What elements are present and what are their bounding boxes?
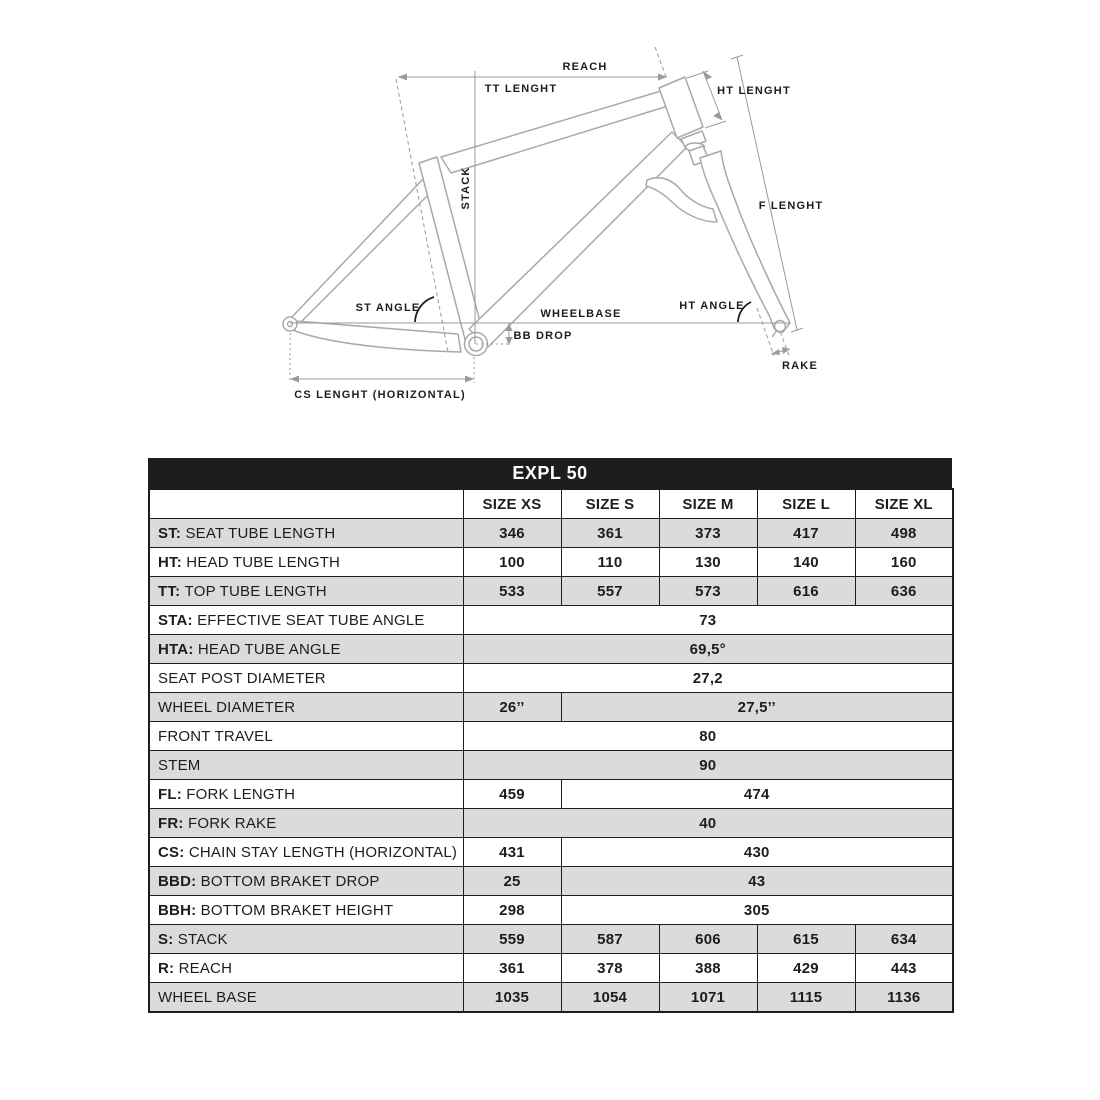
spec-table-body [149,519,953,1013]
spec-value-cell: 90 [463,751,953,780]
tt-arrow-left [398,74,407,81]
spec-value-cell: 69,5° [463,635,953,664]
size-column-header: SIZE XS [463,489,561,519]
spec-value-cell: 130 [659,548,757,577]
table-row [149,838,953,867]
table-row [149,809,953,838]
model-title-bar: EXPL 50 [148,458,952,488]
table-row [149,722,953,751]
spec-value-cell: 559 [463,925,561,954]
bb-drop-label: BB DROP [513,330,573,342]
front-dropout [775,321,786,332]
spec-label-cell: FL: FORK LENGTH [149,780,463,809]
spec-label-cell: STEM [149,751,463,780]
spec-value-cell: 429 [757,954,855,983]
spec-value-cell: 606 [659,925,757,954]
spec-value-cell: 634 [855,925,953,954]
spec-label-cell: BBH: BOTTOM BRAKET HEIGHT [149,896,463,925]
spec-value-cell: 459 [463,780,561,809]
spec-value-cell: 378 [561,954,659,983]
spec-value-cell: 43 [561,867,953,896]
spec-label-cell: CS: CHAIN STAY LENGTH (HORIZONTAL) [149,838,463,867]
spec-value-cell: 160 [855,548,953,577]
spec-value-cell: 1054 [561,983,659,1013]
size-column-header: SIZE M [659,489,757,519]
spec-value-cell: 27,2 [463,664,953,693]
spec-label-cell: BBD: BOTTOM BRAKET DROP [149,867,463,896]
spec-label-cell: R: REACH [149,954,463,983]
spec-value-cell: 27,5’’ [561,693,953,722]
table-row [149,693,953,722]
head-tube [659,77,703,138]
spec-value-cell: 100 [463,548,561,577]
spec-value-cell: 615 [757,925,855,954]
spec-value-cell: 1071 [659,983,757,1013]
stack-label: STACK [460,166,472,210]
table-row [149,954,953,983]
spec-value-cell: 431 [463,838,561,867]
table-row [149,751,953,780]
ht-length-label: HT LENGHT [717,85,791,97]
table-row [149,519,953,548]
spec-value-cell: 417 [757,519,855,548]
spec-label-cell: S: STACK [149,925,463,954]
table-row [149,983,953,1013]
spec-value-cell: 443 [855,954,953,983]
spec-label-cell: ST: SEAT TUBE LENGTH [149,519,463,548]
ht-angle-label: HT ANGLE [679,300,745,312]
spec-value-cell: 573 [659,577,757,606]
spec-value-cell: 25 [463,867,561,896]
spec-label-cell: STA: EFFECTIVE SEAT TUBE ANGLE [149,606,463,635]
spec-value-cell: 557 [561,577,659,606]
spec-label-cell: HT: HEAD TUBE LENGTH [149,548,463,577]
spec-value-cell: 616 [757,577,855,606]
spec-value-cell: 498 [855,519,953,548]
spec-value-cell: 1115 [757,983,855,1013]
spec-value-cell: 40 [463,809,953,838]
table-row [149,606,953,635]
rake-arrow-right [782,347,790,354]
table-row [149,896,953,925]
wheelbase-label: WHEELBASE [540,308,622,320]
spec-table-block [148,458,952,1013]
spec-value-cell: 430 [561,838,953,867]
size-column-header: SIZE XL [855,489,953,519]
spec-value-cell: 80 [463,722,953,751]
size-column-header: SIZE L [757,489,855,519]
head-tube-axis-top [655,47,666,77]
table-row [149,635,953,664]
spec-value-cell: 26’’ [463,693,561,722]
size-column-header: SIZE S [561,489,659,519]
spec-value-cell: 636 [855,577,953,606]
spec-label-cell: FRONT TRAVEL [149,722,463,751]
spec-label-header [149,489,463,519]
spec-value-cell: 73 [463,606,953,635]
rake-label: RAKE [782,360,818,372]
spec-value-cell: 110 [561,548,659,577]
spec-label-cell: WHEEL BASE [149,983,463,1013]
table-row [149,577,953,606]
table-row [149,780,953,809]
spec-value-cell: 587 [561,925,659,954]
front-dropout-slot [772,330,777,337]
spec-value-cell: 361 [561,519,659,548]
cs-arrow-right [465,376,474,383]
size-header-row [149,489,953,519]
reach-label: REACH [562,61,608,73]
table-row [149,664,953,693]
ht-length-ext-bottom [705,121,726,128]
cs-arrow-left [290,376,299,383]
bike-geometry-diagram [0,0,1100,450]
brake-mount [646,178,717,222]
spec-value-cell: 533 [463,577,561,606]
reach-arrow-right [658,74,667,81]
spec-value-cell: 373 [659,519,757,548]
spec-label-cell: SEAT POST DIAMETER [149,664,463,693]
spec-label-cell: TT: TOP TUBE LENGTH [149,577,463,606]
st-angle-label: ST ANGLE [355,302,421,314]
tt-length-label: TT LENGHT [484,83,558,95]
spec-label-cell: HTA: HEAD TUBE ANGLE [149,635,463,664]
table-row [149,867,953,896]
rear-axle-hole [288,322,293,327]
spec-value-cell: 361 [463,954,561,983]
spec-value-cell: 298 [463,896,561,925]
spec-label-cell: WHEEL DIAMETER [149,693,463,722]
table-row [149,925,953,954]
spec-value-cell: 388 [659,954,757,983]
geometry-spec-table [148,488,954,1013]
spec-label-cell: FR: FORK RAKE [149,809,463,838]
chain-stay [295,321,461,352]
spec-value-cell: 346 [463,519,561,548]
spec-value-cell: 474 [561,780,953,809]
spec-value-cell: 140 [757,548,855,577]
f-length-label: F LENGHT [758,200,824,212]
spec-value-cell: 305 [561,896,953,925]
table-row [149,548,953,577]
spec-value-cell: 1035 [463,983,561,1013]
cs-length-label: CS LENGHT (HORIZONTAL) [294,389,466,401]
spec-value-cell: 1136 [855,983,953,1013]
